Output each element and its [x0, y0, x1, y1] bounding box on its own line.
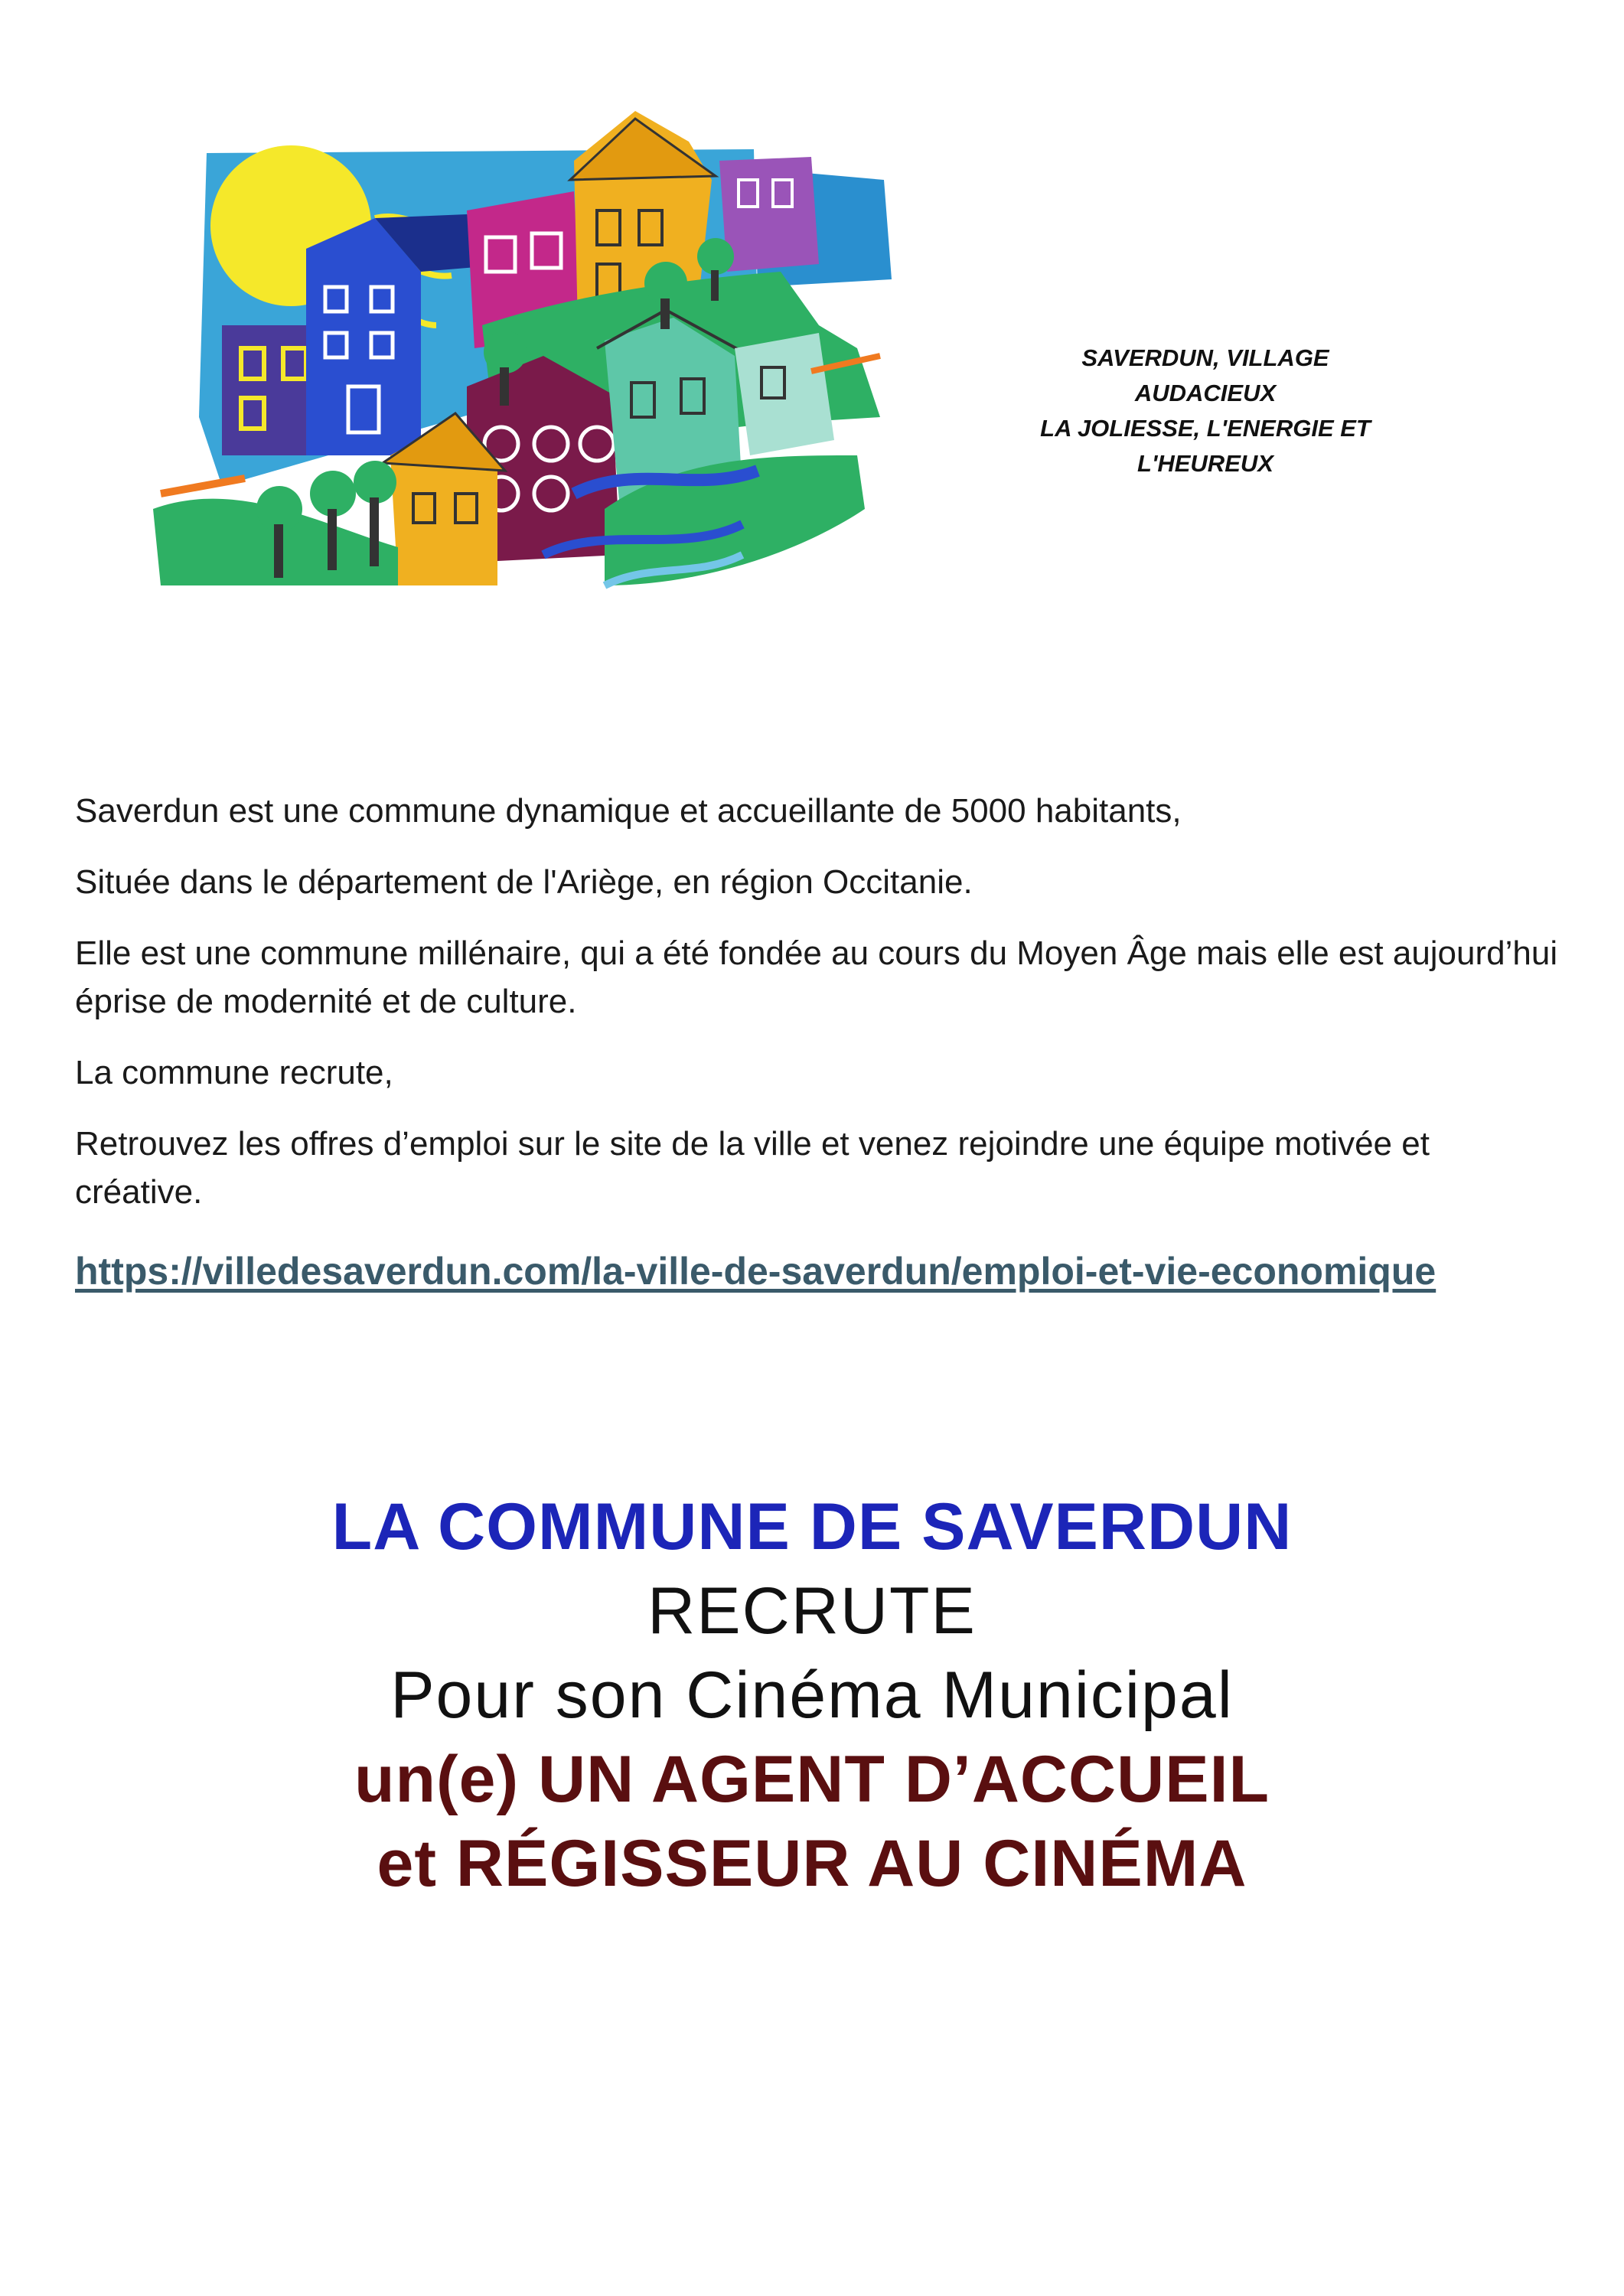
intro-paragraph: Située dans le département de l'Ariège, en région Occitanie. [75, 863, 973, 901]
headline-cinema: Pour son Cinéma Municipal [390, 1658, 1234, 1732]
slogan-line: L'HEUREUX [1137, 450, 1273, 477]
recruitment-headline [0, 1485, 1624, 1906]
headline-job-title-2: et RÉGISSEUR AU CINÉMA [377, 1827, 1247, 1900]
headline-job-title: un(e) UN AGENT D’ACCUEIL [354, 1743, 1270, 1816]
headline-commune: LA COMMUNE DE SAVERDUN [331, 1490, 1293, 1564]
slogan-line: AUDACIEUX [1134, 380, 1277, 406]
village-illustration-icon [145, 96, 895, 593]
intro-paragraph: Saverdun est une commune dynamique et accueillante de 5000 habitants, [75, 792, 1182, 830]
slogan [1003, 341, 1408, 481]
slogan-line: SAVERDUN, VILLAGE [1081, 344, 1329, 371]
intro-paragraph: Retrouvez les offres d’emploi sur le site de la ville et venez rejoindre une équipe motivée et créative. [75, 1125, 1430, 1211]
headline-recrute: RECRUTE [647, 1574, 977, 1648]
slogan-line: LA JOLIESSE, L'ENERGIE ET [1040, 415, 1371, 442]
intro-section [75, 787, 1560, 1300]
employment-link[interactable]: https://villedesaverdun.com/la-ville-de-saverdun/emploi-et-vie-economique [75, 1250, 1436, 1293]
intro-paragraph: Elle est une commune millénaire, qui a été fondée au cours du Moyen Âge mais elle est aujourd’hui éprise de modernité et de culture. [75, 934, 1558, 1020]
intro-paragraph: La commune recrute, [75, 1054, 393, 1091]
